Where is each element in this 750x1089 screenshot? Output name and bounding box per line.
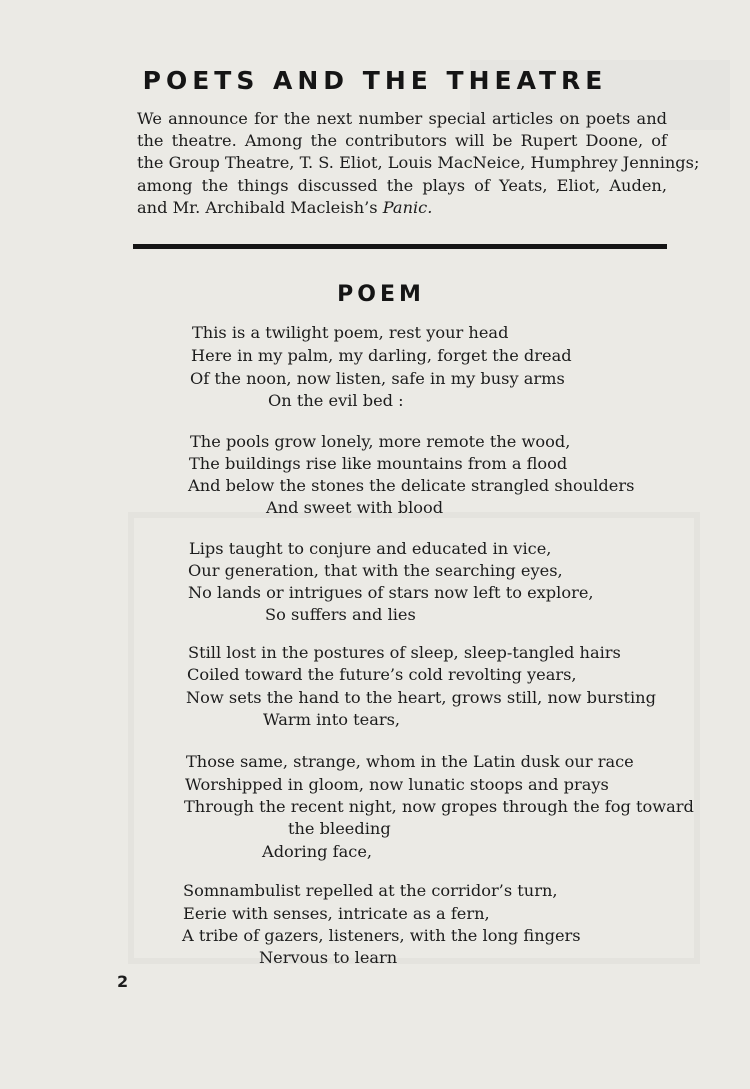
poem-line: Still lost in the postures of sleep, sleep-tangled hairs [188, 643, 621, 662]
announcement-italic-title: Panic. [382, 197, 433, 217]
poem-line: Now sets the hand to the heart, grows still, now bursting [186, 688, 656, 707]
announcement-line [137, 197, 667, 219]
poem-line: A tribe of gazers, listeners, with the long fingers [182, 926, 581, 945]
announcement-line: We announce for the next number special articles on poets and [137, 109, 667, 128]
poem-line: Of the noon, now listen, safe in my busy arms [190, 369, 565, 388]
poem-line: Worshipped in gloom, now lunatic stoops and prays [185, 775, 609, 794]
poem-line: No lands or intrigues of stars now left to explore, [188, 583, 594, 602]
announcement-line: the theatre. Among the contributors will be Rupert Doone, of [137, 131, 667, 151]
poem-line: Warm into tears, [263, 710, 401, 729]
announcement-line: the Group Theatre, T. S. Eliot, Louis MacNeice, Humphrey Jennings; [137, 153, 700, 173]
page-number: 2 [117, 972, 129, 991]
announcement-paragraph [137, 108, 700, 219]
poem-line: Somnambulist repelled at the corridor’s turn, [183, 881, 558, 900]
poem-line: Those same, strange, whom in the Latin dusk our race [186, 752, 634, 771]
poem-line: Coiled toward the future’s cold revolting years, [187, 665, 577, 684]
divider-rule [133, 244, 667, 249]
poem-line: This is a twilight poem, rest your head [192, 323, 509, 342]
poem-line: On the evil bed : [268, 391, 404, 410]
poem-line: Through the recent night, now gropes through the fog toward [184, 797, 694, 816]
poem-line: And below the stones the delicate strangled shoulders [188, 476, 635, 495]
poem-line: And sweet with blood [266, 498, 444, 517]
section-title: POETS AND THE THEATRE [142, 66, 608, 95]
poem-line: Lips taught to conjure and educated in vice, [189, 539, 552, 558]
announcement-text: and Mr. Archibald Macleish’s [137, 197, 383, 217]
poem-line: Eerie with senses, intricate as a fern, [183, 904, 490, 923]
poem-line: The pools grow lonely, more remote the wood, [190, 432, 571, 451]
poem-line: Here in my palm, my darling, forget the dread [191, 346, 572, 365]
poem-line: Adoring face, [262, 842, 373, 861]
poem-title: POEM [337, 282, 425, 307]
poem-line: the bleeding [288, 819, 391, 838]
poem-line: Nervous to learn [259, 948, 398, 967]
poem-line: So suffers and lies [265, 605, 416, 624]
announcement-line: among the things discussed the plays of Yeats, Eliot, Auden, [137, 175, 667, 195]
poem-line: Our generation, that with the searching eyes, [188, 561, 563, 580]
poem-line: The buildings rise like mountains from a flood [189, 454, 568, 473]
